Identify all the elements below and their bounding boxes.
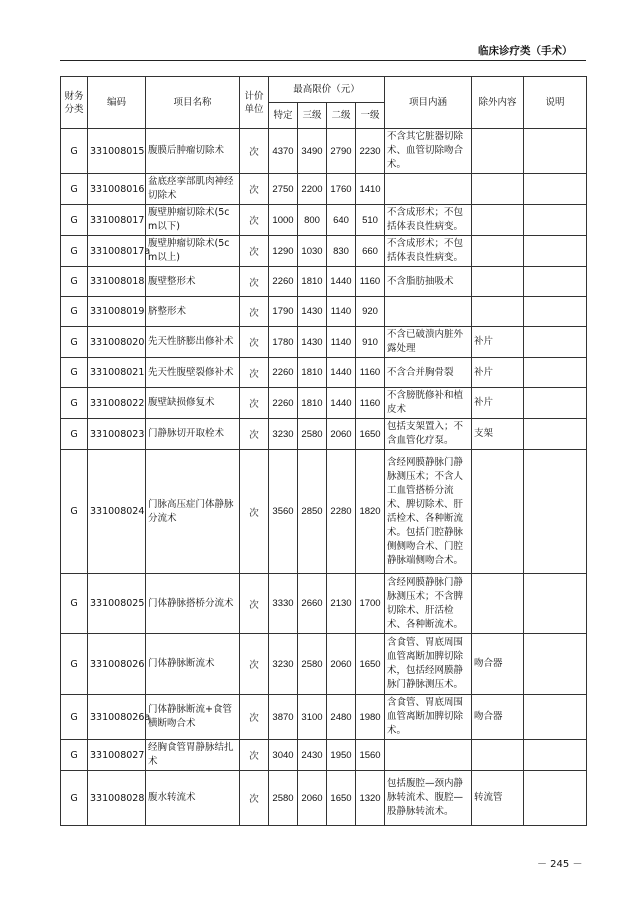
- row-price-level1: 1980: [356, 695, 385, 740]
- row-price-special: 3330: [269, 574, 298, 634]
- row-excluded: [472, 236, 524, 267]
- row-notes: [524, 740, 587, 771]
- row-price-special: 2260: [269, 358, 298, 388]
- row-excluded: [472, 297, 524, 327]
- row-name: 腹壁缺损修复术: [146, 388, 240, 419]
- row-price-special: 2260: [269, 267, 298, 297]
- row-unit: 次: [240, 695, 269, 740]
- row-notes: [524, 205, 587, 236]
- row-price-level2: 1760: [327, 174, 356, 205]
- table-row: [61, 297, 587, 327]
- row-notes: [524, 695, 587, 740]
- row-unit: 次: [240, 634, 269, 695]
- row-price-level2: 1440: [327, 358, 356, 388]
- header-notes: 说明: [524, 77, 587, 129]
- row-notes: [524, 297, 587, 327]
- table-body: [61, 129, 587, 826]
- row-content: 含食管、胃底周围血管离断加脾切除术。: [385, 695, 472, 740]
- row-price-level3: 2200: [298, 174, 327, 205]
- row-code: 331008024: [88, 450, 146, 574]
- row-content: 包括支架置入；不含血管化疗泵。: [385, 419, 472, 450]
- row-price-special: 3230: [269, 634, 298, 695]
- row-price-level2: 2480: [327, 695, 356, 740]
- row-price-level1: 920: [356, 297, 385, 327]
- row-price-level1: 1560: [356, 740, 385, 771]
- row-price-level2: 830: [327, 236, 356, 267]
- row-excluded: [472, 205, 524, 236]
- row-name: 门体静脉断流术: [146, 634, 240, 695]
- row-price-level2: 1140: [327, 297, 356, 327]
- row-content: 不含成形术；不包括体表良性病变。: [385, 205, 472, 236]
- table-row: [61, 450, 587, 574]
- row-price-level1: 1410: [356, 174, 385, 205]
- row-code: 331008026: [88, 634, 146, 695]
- row-notes: [524, 419, 587, 450]
- header-special: 特定: [269, 103, 298, 129]
- row-excluded: 吻合器: [472, 634, 524, 695]
- row-price-level2: 1440: [327, 388, 356, 419]
- row-code: 331008015: [88, 129, 146, 174]
- table-row: [61, 388, 587, 419]
- row-unit: 次: [240, 267, 269, 297]
- header-category: 财务分类: [61, 77, 88, 129]
- row-price-special: 4370: [269, 129, 298, 174]
- row-price-level3: 1810: [298, 267, 327, 297]
- row-price-special: 3040: [269, 740, 298, 771]
- section-title: 临床诊疗类（手术）: [478, 45, 573, 57]
- row-content: 含食管、胃底周围血管离断加脾切除术，包括经网膜静脉门静脉测压术。: [385, 634, 472, 695]
- row-excluded: [472, 267, 524, 297]
- row-content: [385, 174, 472, 205]
- row-price-level1: 1160: [356, 358, 385, 388]
- row-price-level3: 1430: [298, 297, 327, 327]
- row-unit: 次: [240, 574, 269, 634]
- row-price-special: 1790: [269, 297, 298, 327]
- row-price-level1: 1820: [356, 450, 385, 574]
- row-price-special: 1780: [269, 327, 298, 358]
- row-price-level2: 1650: [327, 771, 356, 826]
- row-excluded: [472, 129, 524, 174]
- table-row: [61, 695, 587, 740]
- row-price-level3: 2850: [298, 450, 327, 574]
- row-category: G: [61, 174, 88, 205]
- row-notes: [524, 236, 587, 267]
- row-price-level3: 2580: [298, 634, 327, 695]
- row-name: 经胸食管胃静脉结扎术: [146, 740, 240, 771]
- row-category: G: [61, 358, 88, 388]
- row-code: 331008021: [88, 358, 146, 388]
- row-category: G: [61, 634, 88, 695]
- row-category: G: [61, 205, 88, 236]
- row-price-level2: 640: [327, 205, 356, 236]
- table-row: [61, 358, 587, 388]
- row-name: 腹水转流术: [146, 771, 240, 826]
- row-price-level3: 2580: [298, 419, 327, 450]
- row-notes: [524, 267, 587, 297]
- row-name: 门体静脉搭桥分流术: [146, 574, 240, 634]
- row-excluded: 补片: [472, 327, 524, 358]
- row-unit: 次: [240, 419, 269, 450]
- row-price-level1: 1650: [356, 419, 385, 450]
- row-price-level2: 2280: [327, 450, 356, 574]
- table-row: [61, 327, 587, 358]
- row-category: G: [61, 297, 88, 327]
- row-notes: [524, 771, 587, 826]
- row-price-level2: 1440: [327, 267, 356, 297]
- row-price-special: 3230: [269, 419, 298, 450]
- row-excluded: [472, 450, 524, 574]
- row-unit: 次: [240, 236, 269, 267]
- row-price-special: 1000: [269, 205, 298, 236]
- row-category: G: [61, 771, 88, 826]
- header-code: 编码: [88, 77, 146, 129]
- row-price-special: 2260: [269, 388, 298, 419]
- row-notes: [524, 388, 587, 419]
- header-level2: 二级: [327, 103, 356, 129]
- price-table: [60, 76, 587, 826]
- header-level1: 一级: [356, 103, 385, 129]
- row-notes: [524, 129, 587, 174]
- row-content: 不含成形术；不包括体表良性病变。: [385, 236, 472, 267]
- row-excluded: 补片: [472, 388, 524, 419]
- row-price-level2: 2060: [327, 419, 356, 450]
- row-category: G: [61, 450, 88, 574]
- row-unit: 次: [240, 174, 269, 205]
- row-unit: 次: [240, 129, 269, 174]
- row-price-special: 3560: [269, 450, 298, 574]
- row-price-level1: 1320: [356, 771, 385, 826]
- row-category: G: [61, 327, 88, 358]
- row-content: [385, 740, 472, 771]
- row-price-level2: 1140: [327, 327, 356, 358]
- row-excluded: [472, 174, 524, 205]
- row-code: 331008020: [88, 327, 146, 358]
- row-name: 脐整形术: [146, 297, 240, 327]
- header-price-group: 最高限价（元）: [269, 77, 385, 103]
- row-excluded: [472, 574, 524, 634]
- row-name: 先天性脐膨出修补术: [146, 327, 240, 358]
- row-notes: [524, 574, 587, 634]
- row-excluded: 吻合器: [472, 695, 524, 740]
- row-price-level1: 1650: [356, 634, 385, 695]
- table-row: [61, 740, 587, 771]
- row-price-special: 3870: [269, 695, 298, 740]
- row-category: G: [61, 129, 88, 174]
- row-content: 不含膀胱修补和植皮术: [385, 388, 472, 419]
- row-price-level1: 910: [356, 327, 385, 358]
- row-name: 先天性腹壁裂修补术: [146, 358, 240, 388]
- row-notes: [524, 358, 587, 388]
- row-code: 331008022: [88, 388, 146, 419]
- table-row: [61, 129, 587, 174]
- row-unit: 次: [240, 297, 269, 327]
- row-price-level2: 1950: [327, 740, 356, 771]
- row-price-level1: 1700: [356, 574, 385, 634]
- row-price-level1: 2230: [356, 129, 385, 174]
- table-row: [61, 205, 587, 236]
- row-content: 不含已破溃内脏外露处理: [385, 327, 472, 358]
- row-name: 门体静脉断流+食管横断吻合术: [146, 695, 240, 740]
- row-code: 331008017: [88, 205, 146, 236]
- table-row: [61, 771, 587, 826]
- row-unit: 次: [240, 450, 269, 574]
- row-content: 包括腹腔—颈内静脉转流术、腹腔—股静脉转流术。: [385, 771, 472, 826]
- row-code: 331008025: [88, 574, 146, 634]
- row-price-level3: 1030: [298, 236, 327, 267]
- row-content: 不含合并胸骨裂: [385, 358, 472, 388]
- row-excluded: 转流管: [472, 771, 524, 826]
- table-row: [61, 634, 587, 695]
- row-price-level3: 2430: [298, 740, 327, 771]
- row-price-level3: 3100: [298, 695, 327, 740]
- row-content: 不含脂肪抽吸术: [385, 267, 472, 297]
- row-category: G: [61, 574, 88, 634]
- row-code: 331008016: [88, 174, 146, 205]
- row-price-special: 2750: [269, 174, 298, 205]
- row-price-special: 1290: [269, 236, 298, 267]
- table-row: [61, 419, 587, 450]
- row-price-level2: 2130: [327, 574, 356, 634]
- row-name: 腹壁肿瘤切除术(5cm以下): [146, 205, 240, 236]
- row-price-level1: 510: [356, 205, 385, 236]
- table-row: [61, 574, 587, 634]
- row-price-level3: 2660: [298, 574, 327, 634]
- table-row: [61, 236, 587, 267]
- row-category: G: [61, 388, 88, 419]
- row-price-level2: 2060: [327, 634, 356, 695]
- row-category: G: [61, 740, 88, 771]
- row-price-level3: 1810: [298, 388, 327, 419]
- header-unit: 计价单位: [240, 77, 269, 129]
- row-notes: [524, 634, 587, 695]
- header-name: 项目名称: [146, 77, 240, 129]
- row-unit: 次: [240, 771, 269, 826]
- row-category: G: [61, 267, 88, 297]
- table-row: [61, 267, 587, 297]
- row-price-level2: 2790: [327, 129, 356, 174]
- row-price-level3: 1430: [298, 327, 327, 358]
- row-price-level1: 1160: [356, 267, 385, 297]
- page-number: － 245 －: [537, 859, 583, 870]
- row-content: 含经网膜静脉门静脉测压术；不含人工血管搭桥分流术、脾切除术、肝活检术、各种断流术。包括门腔静脉侧侧吻合术、门腔静脉端侧吻合术。: [385, 450, 472, 574]
- row-code: 331008018: [88, 267, 146, 297]
- row-code: 331008027: [88, 740, 146, 771]
- row-name: 门静脉切开取栓术: [146, 419, 240, 450]
- row-code: 331008026a: [88, 695, 146, 740]
- row-content: 不含其它脏器切除术、血管切除吻合术。: [385, 129, 472, 174]
- header-excluded: 除外内容: [472, 77, 524, 129]
- row-unit: 次: [240, 205, 269, 236]
- row-name: 盆底痉挛部肌肉神经切除术: [146, 174, 240, 205]
- header-level3: 三级: [298, 103, 327, 129]
- row-price-level1: 1160: [356, 388, 385, 419]
- row-unit: 次: [240, 327, 269, 358]
- header-content: 项目内涵: [385, 77, 472, 129]
- row-category: G: [61, 419, 88, 450]
- row-price-special: 2580: [269, 771, 298, 826]
- row-unit: 次: [240, 358, 269, 388]
- row-name: 门脉高压症门体静脉分流术: [146, 450, 240, 574]
- row-unit: 次: [240, 740, 269, 771]
- row-notes: [524, 327, 587, 358]
- row-price-level3: 3490: [298, 129, 327, 174]
- row-notes: [524, 450, 587, 574]
- row-code: 331008028: [88, 771, 146, 826]
- row-price-level3: 1810: [298, 358, 327, 388]
- table-row: [61, 174, 587, 205]
- row-code: 331008017a: [88, 236, 146, 267]
- row-name: 腹壁肿瘤切除术(5cm以上): [146, 236, 240, 267]
- row-name: 腹膜后肿瘤切除术: [146, 129, 240, 174]
- row-excluded: 支架: [472, 419, 524, 450]
- row-category: G: [61, 236, 88, 267]
- header-rule: [60, 60, 586, 61]
- row-name: 腹壁整形术: [146, 267, 240, 297]
- row-unit: 次: [240, 388, 269, 419]
- row-price-level1: 660: [356, 236, 385, 267]
- row-price-level3: 800: [298, 205, 327, 236]
- row-category: G: [61, 695, 88, 740]
- row-price-level3: 2060: [298, 771, 327, 826]
- row-code: 331008023: [88, 419, 146, 450]
- row-content: 含经网膜静脉门静脉测压术；不含脾切除术、肝活检术、各种断流术。: [385, 574, 472, 634]
- row-notes: [524, 174, 587, 205]
- row-code: 331008019: [88, 297, 146, 327]
- row-excluded: [472, 740, 524, 771]
- row-content: [385, 297, 472, 327]
- row-excluded: 补片: [472, 358, 524, 388]
